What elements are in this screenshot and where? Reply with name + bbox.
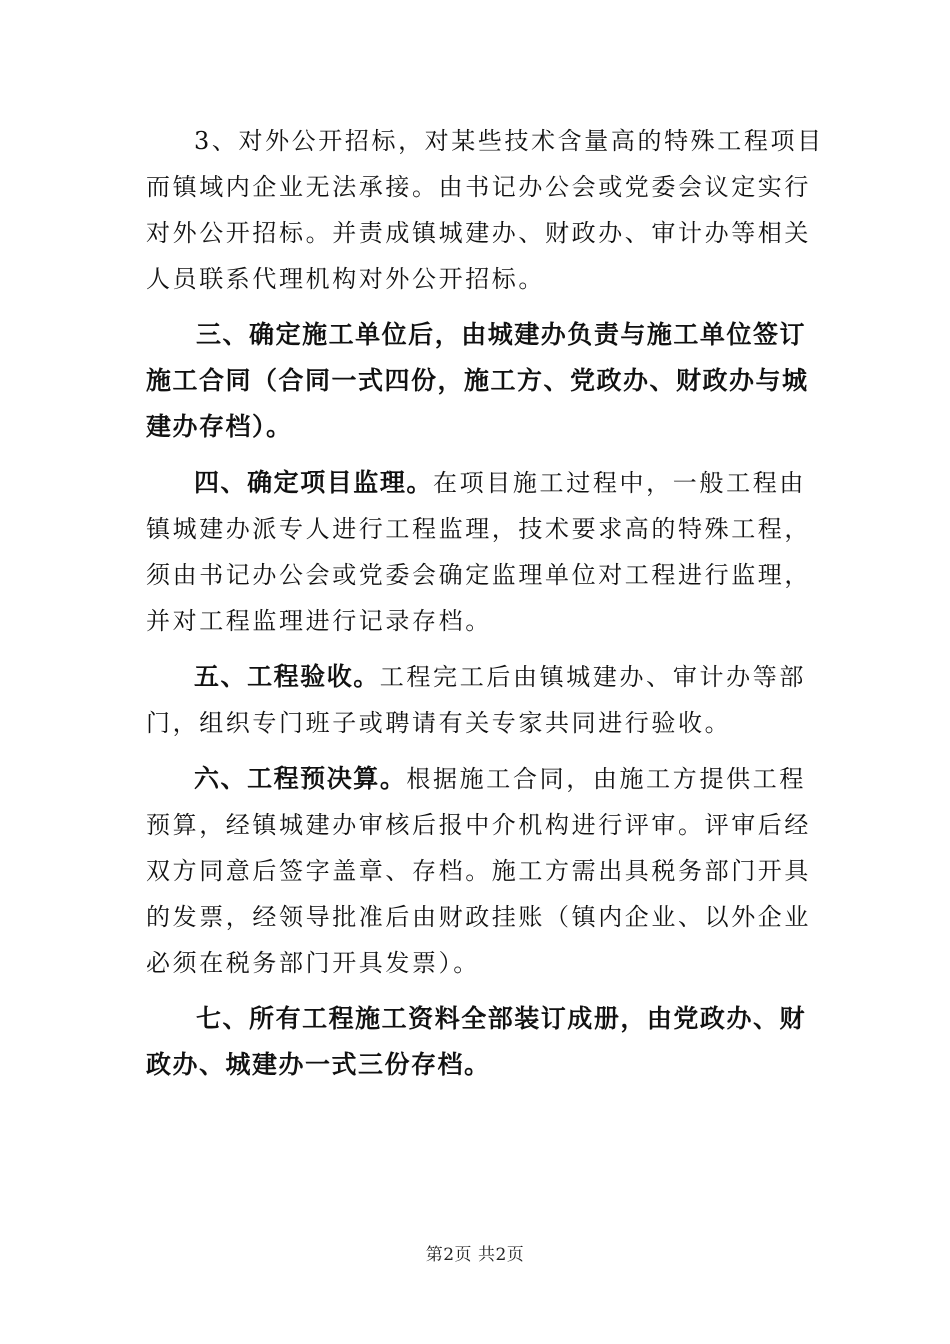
section-heading: 六、工程预决算。	[194, 764, 407, 793]
text-line: 建办存档）。	[146, 412, 293, 441]
section-heading: 五、工程验收。	[194, 662, 380, 691]
text-line: 预算，经镇城建办审核后报中介机构进行评审。评审后经	[146, 811, 811, 839]
document-body	[146, 118, 824, 1088]
text-line: 双方同意后签字盖章、存档。施工方需出具税务部门开具	[146, 857, 811, 885]
text-line	[146, 756, 806, 802]
text-line	[146, 460, 806, 506]
text-line: 三、确定施工单位后，由城建办负责与施工单位签订	[196, 320, 806, 349]
paragraph-section-three	[146, 312, 809, 450]
text-line: 的发票，经领导批准后由财政挂账（镇内企业、以外企业	[146, 903, 811, 931]
text-line	[146, 654, 806, 700]
text-line: 须由书记办公会或党委会确定监理单位对工程进行监理，	[146, 561, 811, 589]
text-line: 并对工程监理进行记录存档。	[146, 607, 492, 635]
text-line: 七、所有工程施工资料全部装订成册，由党政办、财	[196, 1004, 806, 1033]
text-run: 在项目施工过程中，一般工程由	[432, 469, 806, 497]
paragraph-section-seven	[146, 996, 806, 1088]
text-run: 根据施工合同，由施工方提供工程	[406, 765, 806, 793]
text-line: 镇城建办派专人进行工程监理，技术要求高的特殊工程，	[146, 515, 811, 543]
paragraph-section-six	[146, 756, 811, 986]
text-line: 对外公开招标。并责成镇城建办、财政办、审计办等相关	[146, 219, 811, 247]
text-line: 政办、城建办一式三份存档。	[146, 1050, 491, 1079]
text-line: 施工合同（合同一式四份，施工方、党政办、财政办与城	[146, 366, 809, 395]
section-heading: 四、确定项目监理。	[194, 468, 433, 497]
page-footer	[0, 1240, 950, 1265]
paragraph-section-four	[146, 460, 811, 644]
text-line: 3、对外公开招标，对某些技术含量高的特殊工程项目	[194, 127, 824, 155]
text-line: 人员联系代理机构对外公开招标。	[146, 265, 545, 293]
text-run: 工程完工后由镇城建办、审计办等部	[379, 663, 806, 691]
text-line: 必须在税务部门开具发票）。	[146, 949, 480, 977]
paragraph-section-five	[146, 654, 806, 746]
paragraph-open-tender	[146, 118, 824, 302]
page-number: 第2页 共2页	[425, 1245, 525, 1265]
text-line: 门，组织专门班子或聘请有关专家共同进行验收。	[146, 709, 732, 737]
text-line: 而镇域内企业无法承接。由书记办公会或党委会议定实行	[146, 173, 811, 201]
